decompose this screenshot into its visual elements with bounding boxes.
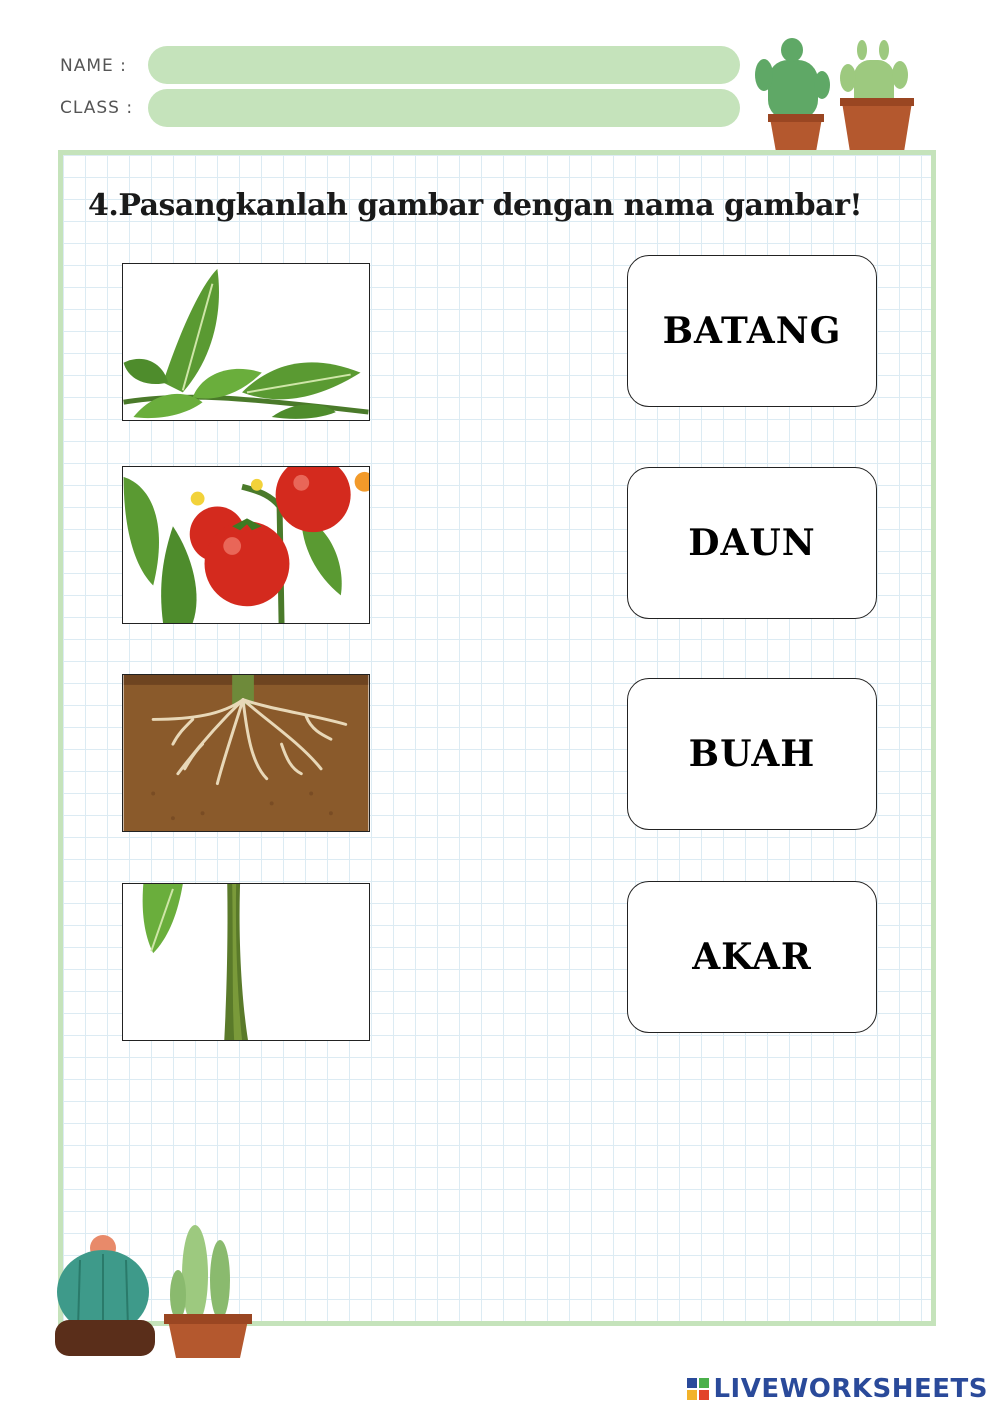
roots-image-icon [123,675,369,831]
picture-roots[interactable] [122,674,370,832]
liveworksheets-logo [687,1374,988,1404]
class-label: CLASS : [60,98,134,118]
name-label: NAME : [60,56,127,76]
word-box-buah[interactable]: BUAH [627,678,877,830]
cactus-pots-decoration-icon [750,30,920,155]
tomato-fruit-image-icon [123,467,369,623]
picture-stem[interactable] [122,883,370,1041]
instruction-title: 4.Pasangkanlah gambar dengan nama gambar! [88,188,863,223]
class-field[interactable] [148,89,740,127]
leaves-image-icon [123,264,369,420]
bottom-cactus-decoration-icon [50,1220,260,1360]
liveworksheets-logo-icon [687,1378,709,1400]
stem-image-icon [123,884,369,1040]
picture-tomato-fruit[interactable] [122,466,370,624]
liveworksheets-logo-text: LIVEWORKSHEETS [713,1374,988,1404]
word-box-daun[interactable]: DAUN [627,467,877,619]
picture-leaves[interactable] [122,263,370,421]
word-box-batang[interactable]: BATANG [627,255,877,407]
word-box-akar[interactable]: AKAR [627,881,877,1033]
name-field[interactable] [148,46,740,84]
